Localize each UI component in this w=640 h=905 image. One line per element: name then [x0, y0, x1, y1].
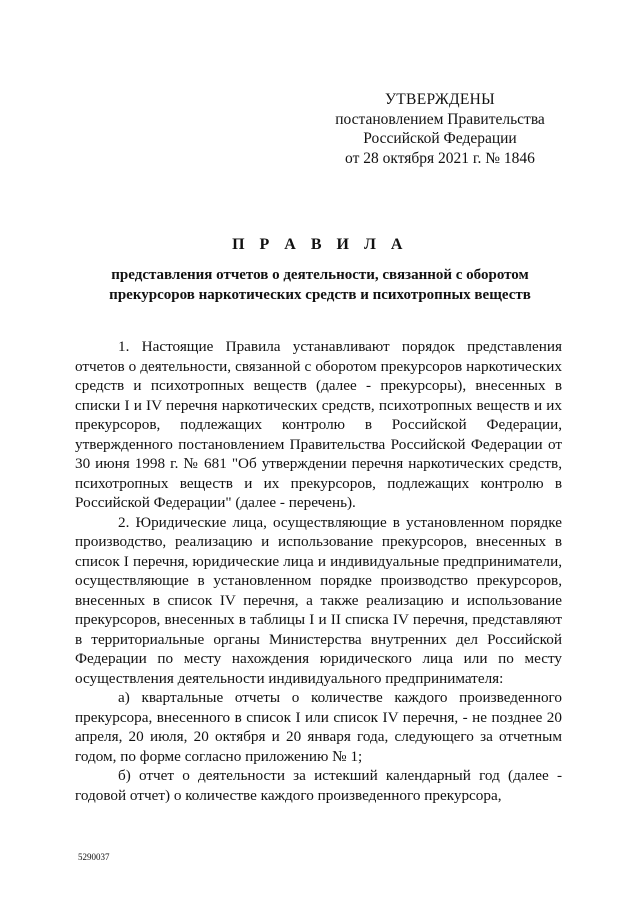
approval-line-3: от 28 октября 2021 г. № 1846 — [345, 149, 535, 167]
approval-heading: УТВЕРЖДЕНЫ — [385, 91, 495, 108]
approval-block — [330, 90, 550, 168]
paragraph-1: 1. Настоящие Правила устанавливают порядок представления отчетов о деятельности, связанной с оборотом прекурсоров наркотических средств и психотропных веществ (далее - прекурсоры), внесенных в списки I и IV перечня наркотических средств, психотропных веществ и их прекурсоров, подлежащих контролю в Российской Федерации, утвержденного постановлением Правительства Российской Федерации от 30 июня 1998 г. № 681 "Об утверждении перечня наркотических средств, психотропных веществ и их прекурсоров, подлежащих контролю в Российской Федерации" (далее - перечень). — [75, 338, 562, 511]
document-body — [75, 337, 562, 805]
paragraph-2: 2. Юридические лица, осуществляющие в установленном порядке производство, реализацию и использование прекурсоров, внесенных в список I перечня, юридические лица и индивидуальные предприниматели, осуществляющие в установленном порядке производство прекурсоров, внесенных в список IV перечня, а также реализацию и использование прекурсоров, внесенных в таблицы I и II списка IV перечня, представляют в территориальные органы Министерства внутренних дел Российской Федерации по месту нахождения юридического лица или по месту осуществления деятельности индивидуального предпринимателя: — [75, 513, 562, 687]
approval-line-2: Российской Федерации — [363, 130, 517, 147]
subtitle-line-1: представления отчетов о деятельности, связанной с оборотом — [111, 267, 529, 283]
paragraph-2a: а) квартальные отчеты о количестве каждого произведенного прекурсора, внесенного в список I или список IV перечня, - не позднее 20 апреля, 20 июля, 20 октября и 20 января года, следующего за отчетным годом, по форме согласно приложению № 1; — [75, 689, 562, 765]
document-subtitle — [80, 266, 560, 305]
paragraph-2b: б) отчет о деятельности за истекший календарный год (далее - годовой отчет) о количестве каждого произведенного прекурсора, — [75, 767, 562, 804]
approval-line-1: постановлением Правительства — [335, 110, 545, 128]
document-title: П Р А В И Л А — [232, 236, 408, 253]
footer-document-code: 5290037 — [78, 852, 110, 862]
subtitle-line-2: прекурсоров наркотических средств и психотропных веществ — [109, 286, 531, 303]
